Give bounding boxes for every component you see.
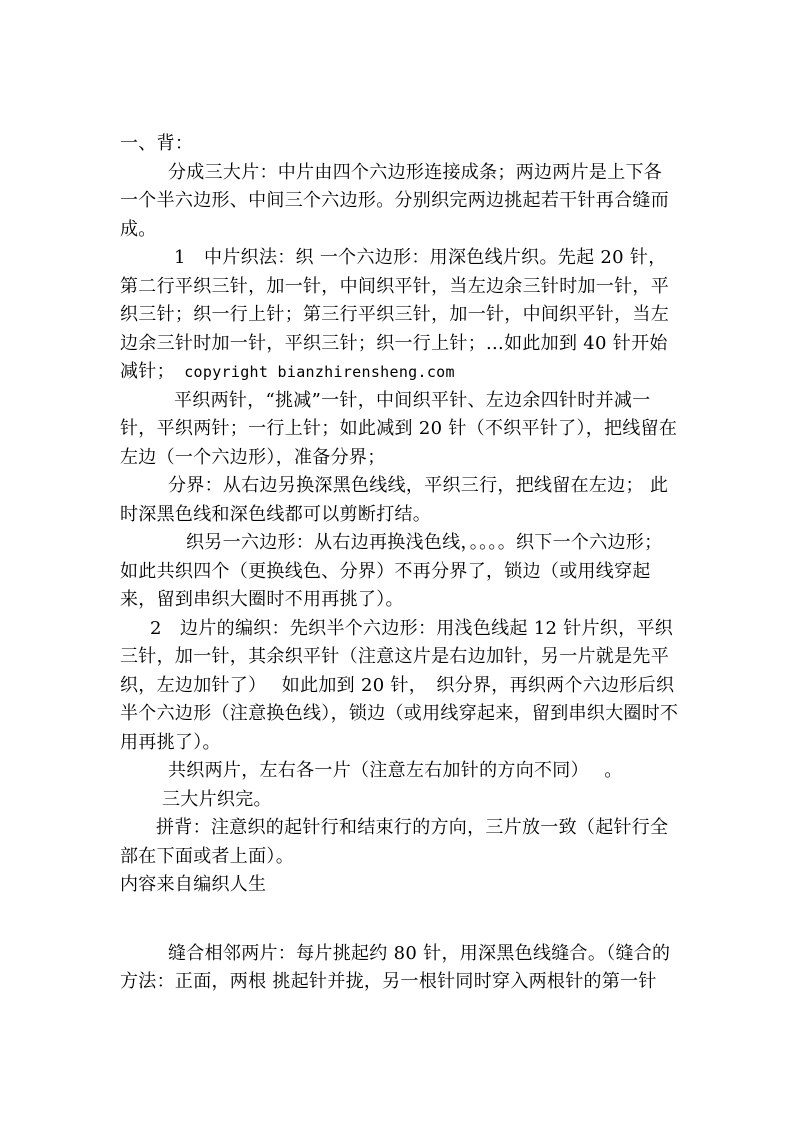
paragraph-divider: 分界：从右边另换深黑色线线，平织三行，把线留在左边； 此时深黑色线和深色线都可以剪断打结。: [120, 475, 669, 525]
copyright-text: copyright bianzhirensheng.com: [184, 363, 455, 381]
paragraph-side-panel: 2 边片的编织：先织半个六边形：用浅色线起 12 针片织，平织三针，加一针，其余织平针（注意这片是右边加针，另一片就是先平织，左边加针了） 如此加到 20 针， 织分界，再织两个六边形后织半个六边形（注意换色线），锁边（或用线穿起来，留到串织大圈时不用再挑了）。: [120, 617, 679, 753]
center-panel-text: 1 中片织法：织 一个六边形：用深色线片织。先起 20 针，第二行平织三针，加一针，中间织平针，当左边余三针时加一针，平织三针；织一行上针；第三行平织三针，加一针，中间织平针，当左边余三针时加一针，平织三针；织一行上针；...如此加到 40 针开始减针；: [120, 247, 669, 382]
source-note: 内容来自编织人生: [120, 874, 267, 895]
section-heading: 一、背：: [120, 133, 194, 154]
paragraph-next-hexagon: 织另一六边形：从右边再换浅色线，。。。。织下一个六边形；如此共织四个（更换线色、分界）不再分界了，锁边（或用线穿起来，留到串织大圈时不用再挑了）。: [120, 532, 663, 610]
paragraph-join-back: 拼背：注意织的起针行和结束行的方向，三片放一致（起针行全部在下面或者上面）。: [120, 817, 669, 867]
paragraph-three-done: 三大片织完。: [162, 788, 272, 810]
paragraph-decrease: 平织两针，“挑减”一针，中间织平针、左边余四针时并减一针，平织两针；一行上针；如此减到 20 针（不织平针了），把线留在左边（一个六边形），准备分界；: [120, 389, 678, 468]
paragraph-sewing: 缝合相邻两片：每片挑起约 80 针，用深黑色线缝合。（缝合的方法：正面，两根 挑起针并拢，另一根针同时穿入两根针的第一针: [120, 942, 671, 992]
document-body: [120, 130, 680, 997]
blank-gap: [120, 900, 680, 940]
paragraph-center-panel: [120, 244, 680, 387]
paragraph-two-pieces: 共织两片，左右各一片（注意左右加针的方向不同） 。: [168, 760, 623, 781]
paragraph-intro: 分成三大片：中片由四个六边形连接成条；两边两片是上下各一个半六边形、中间三个六边形。分别织完两边挑起若干针再合缝而成。: [120, 161, 669, 240]
